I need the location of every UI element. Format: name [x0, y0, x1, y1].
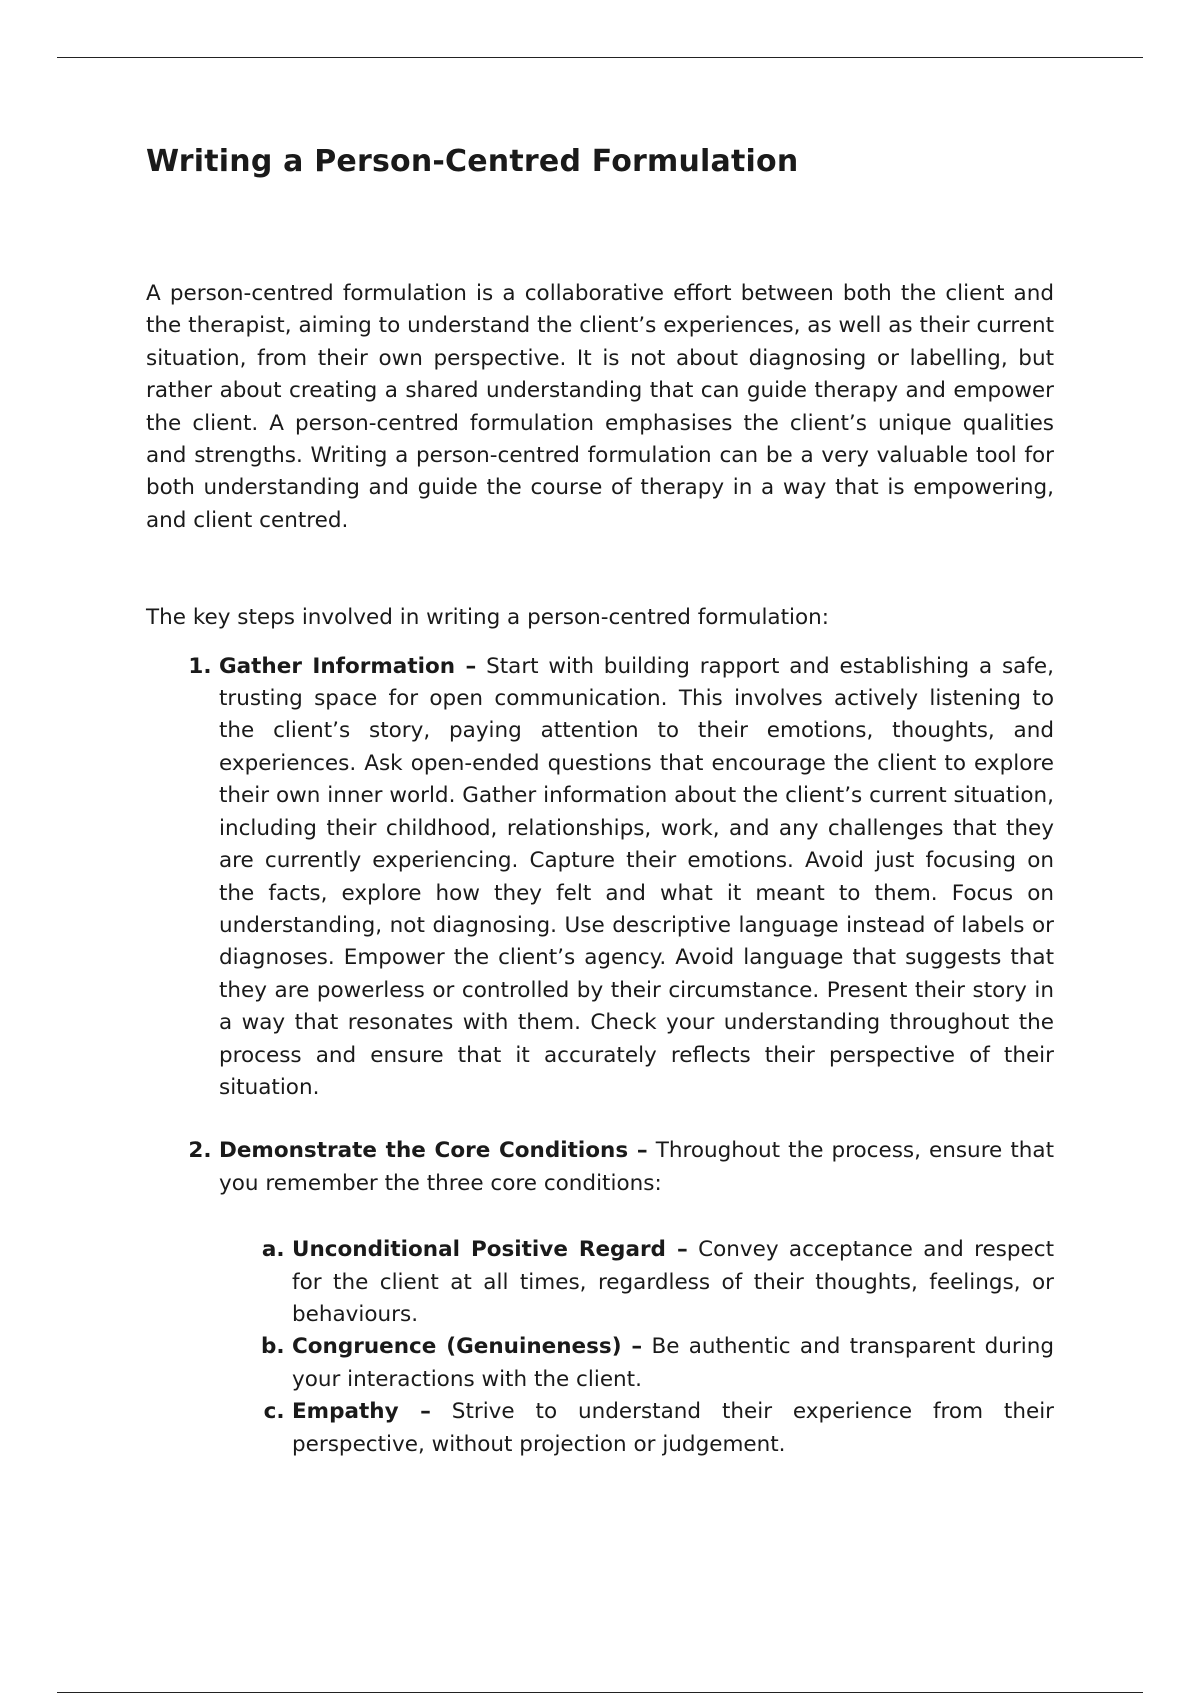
condition-item	[292, 1331, 1054, 1396]
core-conditions-list	[219, 1234, 1054, 1461]
condition-text: Be authentic and transparent during your interactions with the client.	[292, 1334, 1054, 1392]
steps-lead: The key steps involved in writing a person-centred formulation:	[146, 605, 830, 631]
step-item	[219, 651, 1054, 1105]
step-heading: Gather Information –	[219, 653, 477, 679]
condition-heading: Unconditional Positive Regard –	[292, 1237, 688, 1263]
condition-text: Convey acceptance and respect for the client at all times, regardless of their thoughts, feelings, or behaviours.	[292, 1237, 1054, 1327]
step-heading: Demonstrate the Core Conditions –	[219, 1138, 648, 1164]
intro-paragraph: A person-centred formulation is a collaborative effort between both the client and the therapist, aiming to understand the client’s experiences, as well as their current situation, from their own perspective. It is not about diagnosing or labelling, but rather about creating a shared understanding that can guide therapy and empower the client. A person-centred formulation emphasises the client’s unique qualities and strengths. Writing a person-centred formulation can be a very valuable tool for both understanding and guide the course of therapy in a way that is empowering, and client centred.	[146, 281, 1054, 533]
step-text: Throughout the process, ensure that you remember the three core conditions:	[219, 1138, 1055, 1196]
steps-list	[146, 651, 1054, 1461]
condition-heading: Congruence (Genuineness) –	[292, 1334, 643, 1360]
document-body	[146, 140, 1054, 1461]
footer-rule	[57, 1692, 1143, 1693]
condition-heading: Empathy –	[292, 1399, 431, 1425]
condition-item	[292, 1396, 1054, 1461]
header-rule	[57, 57, 1143, 58]
condition-item	[292, 1234, 1054, 1331]
step-item	[219, 1135, 1054, 1461]
document-title: Writing a Person-Centred Formulation	[146, 144, 799, 179]
step-text: Start with building rapport and establishing a safe, trusting space for open communication. This involves actively listening to the client’s story, paying attention to their emotions, thoughts, and experiences. Ask open-ended questions that encourage the client to explore their own inner world. Gather information about the client’s current situation, including their childhood, relationships, work, and any challenges that they are currently experiencing. Capture their emotions. Avoid just focusing on the facts, explore how they felt and what it meant to them. Focus on understanding, not diagnosing. Use descriptive language instead of labels or diagnoses. Empower the client’s agency. Avoid language that suggests that they are powerless or controlled by their circumstance. Present their story in a way that resonates with them. Check your understanding throughout the process and ensure that it accurately reflects their perspective of their situation.	[219, 653, 1054, 1100]
condition-text: Strive to understand their experience from their perspective, without projection or judgement.	[292, 1399, 1055, 1457]
